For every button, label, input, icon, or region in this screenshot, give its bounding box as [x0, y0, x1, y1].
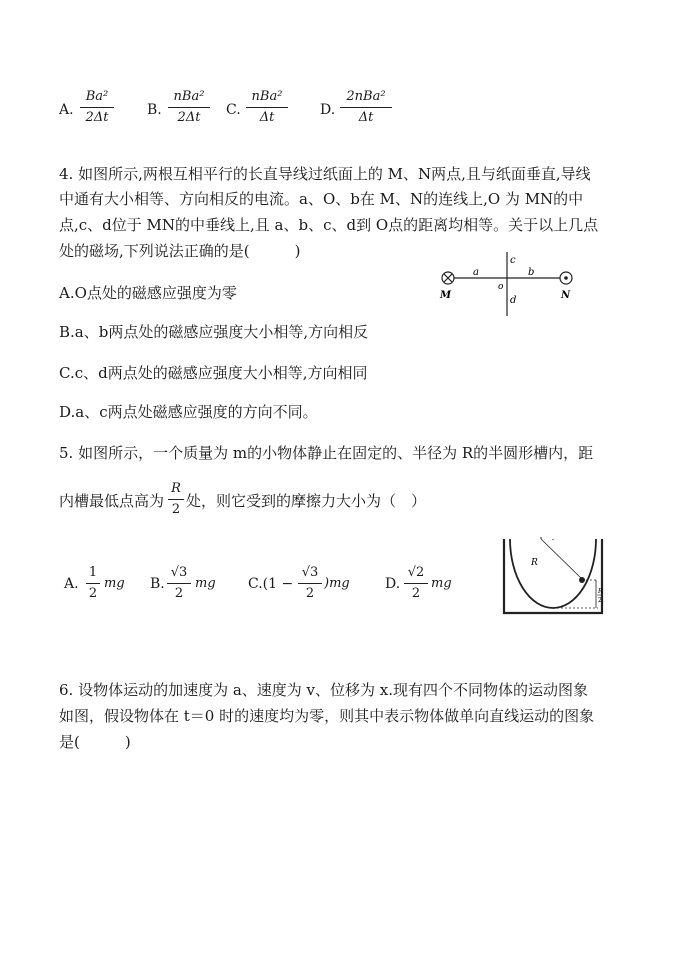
q5-groove-diagram	[498, 535, 612, 617]
q5-option-d-fraction: $\frac{√2}{2}$	[404, 565, 428, 602]
q5-option-c-fraction: $\frac{√3}{2}$	[298, 565, 322, 602]
q4-stem-line-4: 处的磁场,下列说法正确的是( )	[59, 242, 301, 260]
q5-option-c-tail: )mg	[324, 576, 350, 591]
height-label-num: R	[598, 588, 603, 595]
q4-stem-line-3: 点,c、d位于 MN的中垂线上,且 a、b、c、d到 O点的距离均相等。关于以上几点	[59, 216, 599, 234]
label-d: d	[510, 295, 517, 306]
q4-stem-line-1: 4. 如图所示,两根互相平行的长直导线过纸面上的 M、N两点,且与纸面垂直,导线	[59, 165, 591, 183]
label-b: b	[528, 267, 535, 278]
height-label-den: 2	[598, 597, 602, 604]
q5-option-a-label: A.	[64, 576, 79, 592]
label-o: o	[498, 282, 504, 292]
q4-option-d: D.a、c两点处磁感应强度的方向不同。	[59, 403, 318, 421]
q3-option-a-label: A.	[59, 102, 74, 118]
q5-option-c-label: C.(1 −	[248, 576, 294, 592]
q5-option-a-fraction: $\frac{1}{2}$	[86, 565, 100, 602]
q3-option-d-fraction: 2nBa² Δt	[340, 89, 392, 126]
q3-option-c-label: C.	[226, 102, 241, 118]
label-m: M	[440, 290, 452, 301]
q5-option-b-fraction: $\frac{√3}{2}$	[167, 565, 191, 602]
q5-stem-line-2-pre: 内槽最低点高为	[59, 492, 165, 510]
q5-option-b-label: B.	[150, 576, 165, 592]
q4-stem-line-2: 中通有大小相等、方向相反的电流。a、O、b在 M、N的连线上,O 为 MN的中	[59, 190, 584, 208]
q5-stem-line-1: 5. 如图所示，一个质量为 m的小物体静止在固定的、半径为 R的半圆形槽内，距	[59, 444, 594, 462]
radius-label: R	[531, 558, 538, 568]
q4-wire-diagram	[436, 248, 586, 320]
q6-stem-line-2: 如图，假设物体在 t＝0 时的速度均为零，则其中表示物体做单向直线运动的图象	[59, 707, 595, 725]
label-a: a	[473, 267, 479, 278]
q5-option-b-tail: mg	[195, 576, 216, 591]
radius-line	[541, 539, 582, 579]
q3-option-c-fraction: nBa² Δt	[246, 89, 288, 126]
q3-option-b-label: B.	[147, 102, 162, 118]
q5-option-d-tail: mg	[431, 576, 452, 591]
q5-stem-line-2-post: 处，则它受到的摩擦力大小为（ ）	[186, 492, 427, 510]
wire-n-out-of-page-icon	[560, 272, 572, 284]
q4-option-a: A.O点处的磁感应强度为零	[59, 284, 237, 302]
q5-stem-fraction: $\frac{R}{2}$	[168, 481, 184, 518]
q3-option-a-fraction: $\frac{\text{Ba²}}{2\Delta t}$	[80, 89, 114, 126]
q6-stem-line-3: 是( )	[59, 733, 131, 751]
q6-stem-line-1: 6. 设物体运动的加速度为 a、速度为 v、位移为 x.现有四个不同物体的运动图象	[59, 681, 589, 699]
container-walls	[504, 539, 602, 613]
label-n: N	[561, 290, 571, 301]
q3-option-b-fraction: nBa² 2Δt	[168, 89, 210, 126]
q5-option-a-tail: mg	[104, 576, 125, 591]
q3-option-d-label: D.	[320, 102, 336, 118]
q4-option-c: C.c、d两点处的磁感应强度大小相等,方向相同	[59, 364, 368, 382]
semicircle-groove	[510, 539, 596, 608]
q4-option-b: B.a、b两点处的磁感应强度大小相等,方向相反	[59, 323, 369, 341]
wire-m-into-page-icon	[442, 272, 454, 284]
q5-option-d-label: D.	[385, 576, 401, 592]
label-c: c	[510, 255, 516, 266]
